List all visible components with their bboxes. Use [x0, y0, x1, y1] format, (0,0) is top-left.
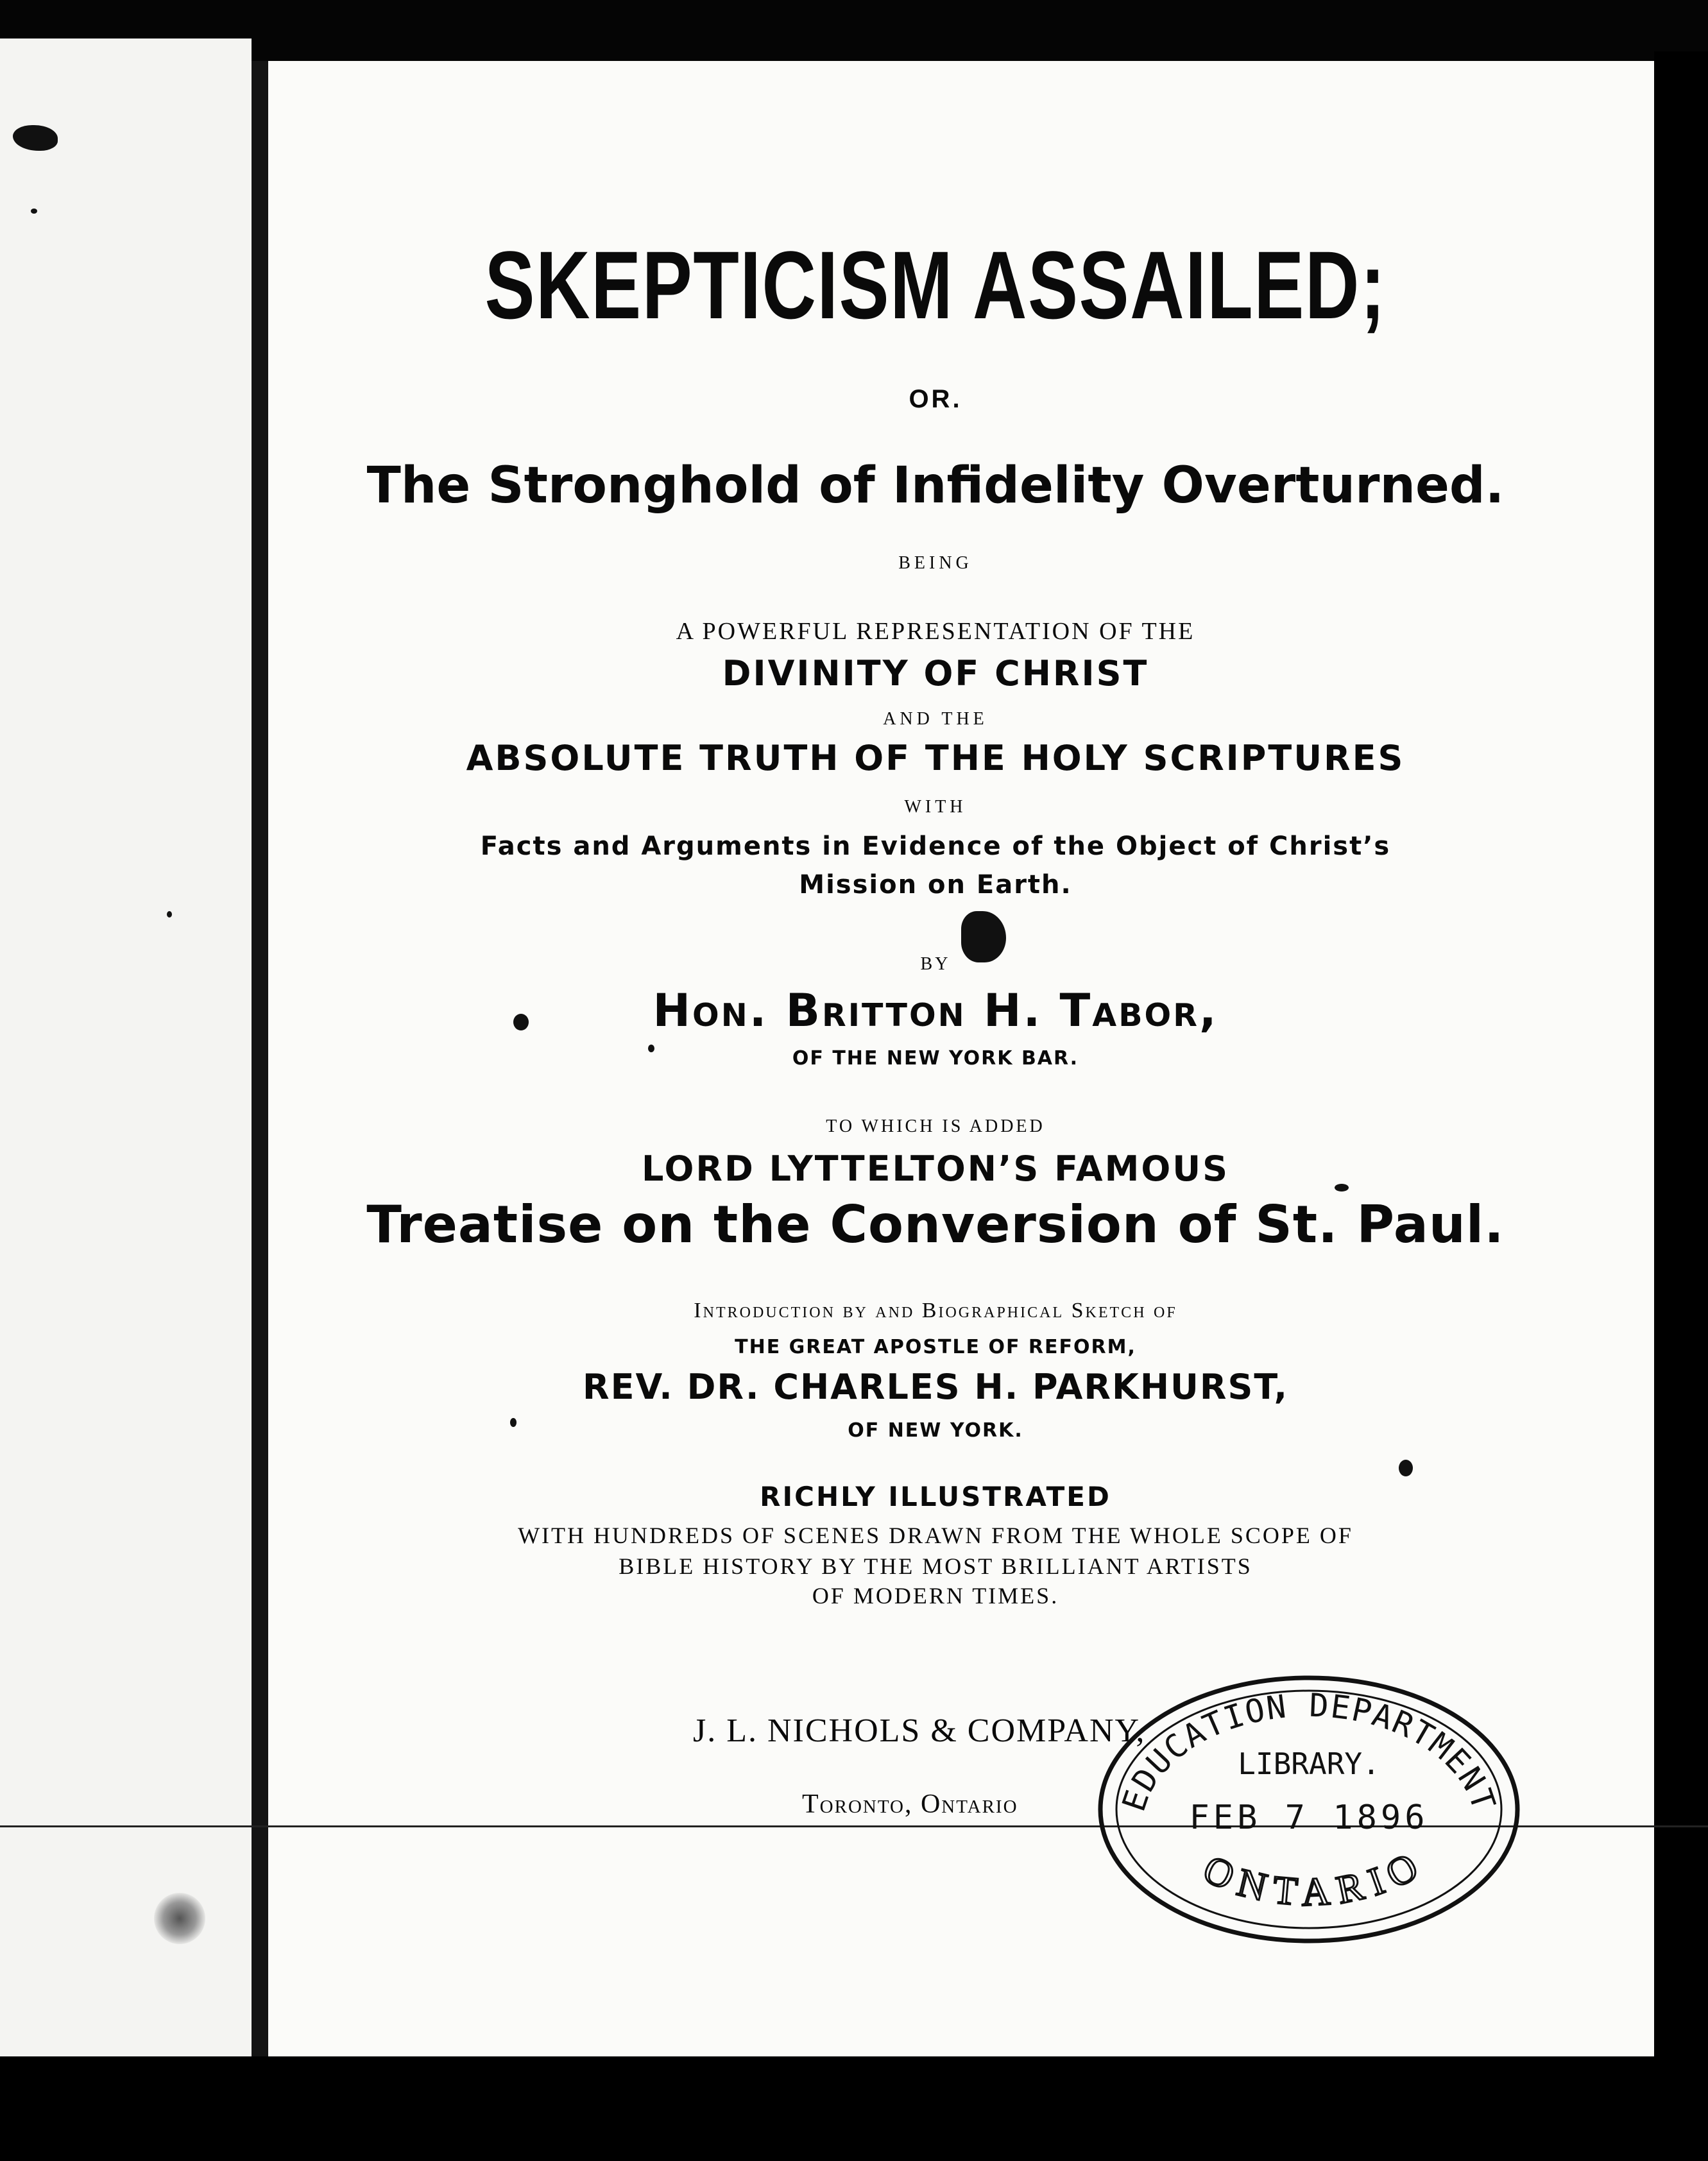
library-stamp	[1091, 1668, 1527, 1951]
being-label: BEING	[898, 553, 973, 573]
publisher-city: Toronto, Ontario	[802, 1789, 1018, 1819]
absolute-truth-line: ABSOLUTE TRUTH OF THE HOLY SCRIPTURES	[466, 738, 1405, 778]
smudge	[154, 1893, 205, 1944]
scan-bottom-border	[0, 2056, 1708, 2161]
illustrated-line-3: OF MODERN TIMES.	[812, 1583, 1059, 1609]
treatise-title: Treatise on the Conversion of St. Paul.	[366, 1195, 1505, 1254]
divinity-line: DIVINITY OF CHRIST	[722, 653, 1149, 694]
stamp-bottom-arc: ONTARIO	[1197, 1840, 1433, 1915]
book-subtitle: The Stronghold of Infidelity Overturned.	[366, 457, 1505, 515]
stamp-top-arc: EDUCATION DEPARTMENT	[1114, 1686, 1503, 1816]
author-affiliation: OF THE NEW YORK BAR.	[792, 1047, 1079, 1070]
ink-speck	[167, 911, 172, 918]
book-spine-shadow	[252, 61, 268, 2056]
illustrated-line-1: WITH HUNDREDS OF SCENES DRAWN FROM THE WHOLE SCOPE OF	[518, 1523, 1353, 1548]
ink-speck	[1399, 1460, 1413, 1476]
introduction-line: Introduction by and Biographical Sketch of	[694, 1299, 1177, 1322]
mission-line: Mission on Earth.	[799, 870, 1072, 900]
scan-top-border	[0, 0, 1708, 64]
facing-page-edge	[0, 38, 252, 2060]
lord-lyttelton-line: LORD LYTTELTON’S FAMOUS	[642, 1149, 1229, 1189]
great-apostle-line: THE GREAT APOSTLE OF REFORM,	[735, 1336, 1136, 1358]
parkhurst-city: OF NEW YORK.	[848, 1419, 1023, 1442]
book-title: SKEPTICISM ASSAILED;	[484, 231, 1387, 339]
by-label: BY	[920, 954, 951, 974]
stamp-library: LIBRARY.	[1238, 1747, 1380, 1781]
facts-line: Facts and Arguments in Evidence of the Object of Christ’s	[480, 832, 1391, 861]
scan-right-border	[1654, 51, 1708, 2161]
stamp-date: FEB 7 1896	[1189, 1798, 1429, 1837]
title-or: OR.	[909, 385, 962, 413]
to-which-added-label: TO WHICH IS ADDED	[826, 1116, 1045, 1136]
richly-illustrated: RICHLY ILLUSTRATED	[760, 1481, 1111, 1512]
with-label: WITH	[904, 797, 967, 817]
powerful-representation-line: A POWERFUL REPRESENTATION OF THE	[676, 618, 1195, 645]
parkhurst-name: REV. DR. CHARLES H. PARKHURST,	[582, 1367, 1289, 1407]
illustrated-line-2: BIBLE HISTORY BY THE MOST BRILLIANT ARTISTS	[619, 1553, 1252, 1579]
author-name: Hon. Britton H. Tabor,	[653, 984, 1218, 1037]
and-the-label: AND THE	[883, 709, 988, 729]
publisher-name: J. L. NICHOLS & COMPANY,	[693, 1713, 1146, 1749]
ink-speck	[31, 209, 37, 214]
